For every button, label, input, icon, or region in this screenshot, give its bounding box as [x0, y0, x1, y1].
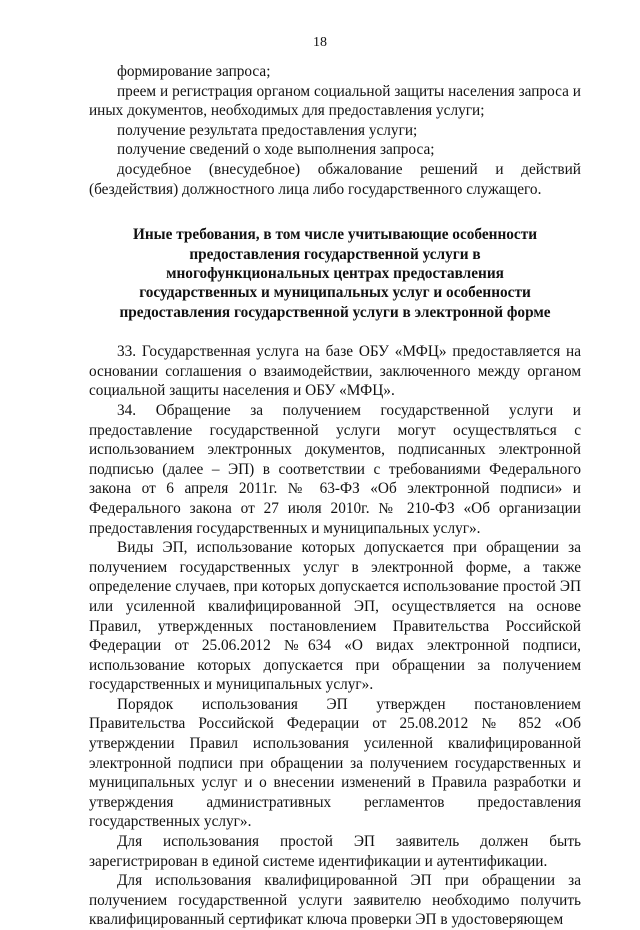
list-item: преем и регистрация органом социальной защиты населения запроса и иных документов, необходимых для предоставления услуги; [89, 82, 581, 120]
document-body [89, 62, 581, 930]
paragraph: Порядок использования ЭП утвержден постановлением Правительства Российской Федерации от 25.08.2012 № 852 «Об утверждении Правил использования усиленной квалифицированной электронной подписи при обращении за получением государственных и муниципальных услуг и о внесении изменений в Правила разработки и утверждения административных регламентов предоставления государственных услуг». [89, 695, 581, 831]
paragraph-34: 34. Обращение за получением государственной услуги и предоставление государственной услуги могут осуществляться с использованием электронных документов, подписанных электронной подписью (далее – ЭП) в соответствии с требованиями Федерального закона от 6 апреля 2011г. № 63-ФЗ «Об электронной подписи» и Федерального закона от 27 июля 2010г. № 210-ФЗ «Об организации предоставления государственных и муниципальных услуг». [89, 401, 581, 537]
list-item: досудебное (внесудебное) обжалование решений и действий (бездействия) должностного лица либо государственного служащего. [89, 160, 581, 198]
list-item: получение результата предоставления услуги; [117, 121, 418, 139]
paragraph: Виды ЭП, использование которых допускается при обращении за получением государственных услуг в электронной форме, а также определение случаев, при которых допускается использование простой ЭП или усиленной квалифицированной ЭП, осуществляется на основе Правил, утвержденных постановлением Правительства Российской Федерации от 25.06.2012 №634 «О видах электронной подписи, использование которых допускается при обращении за получением государственных и муниципальных услуг». [89, 539, 581, 694]
list-item: получение сведений о ходе выполнения запроса; [117, 141, 435, 159]
paragraph: Для использования простой ЭП заявитель должен быть зарегистрирован в единой системе идентификации и аутентификации. [89, 833, 581, 870]
section-heading: Иные требования, в том числе учитывающие особенности предоставления государственной услуги в многофункциональных центрах предоставления государственных и муниципальных услуг и особенности предоставления государственной услуги в электронной форме [119, 226, 551, 321]
service-steps-list [89, 62, 581, 199]
paragraph-33: 33. Государственная услуга на базе ОБУ «МФЦ» предоставляется на основании соглашения о взаимодействии, заключенного между органом социальной защиты населения и ОБУ «МФЦ». [89, 343, 581, 400]
page-number: 18 [313, 35, 327, 50]
paragraph: Для использования квалифицированной ЭП при обращении за получением государственной услуги заявителю необходимо получить квалифицированный сертификат ключа проверки ЭП в удостоверяющем [89, 872, 581, 929]
list-item: формирование запроса; [117, 63, 271, 80]
